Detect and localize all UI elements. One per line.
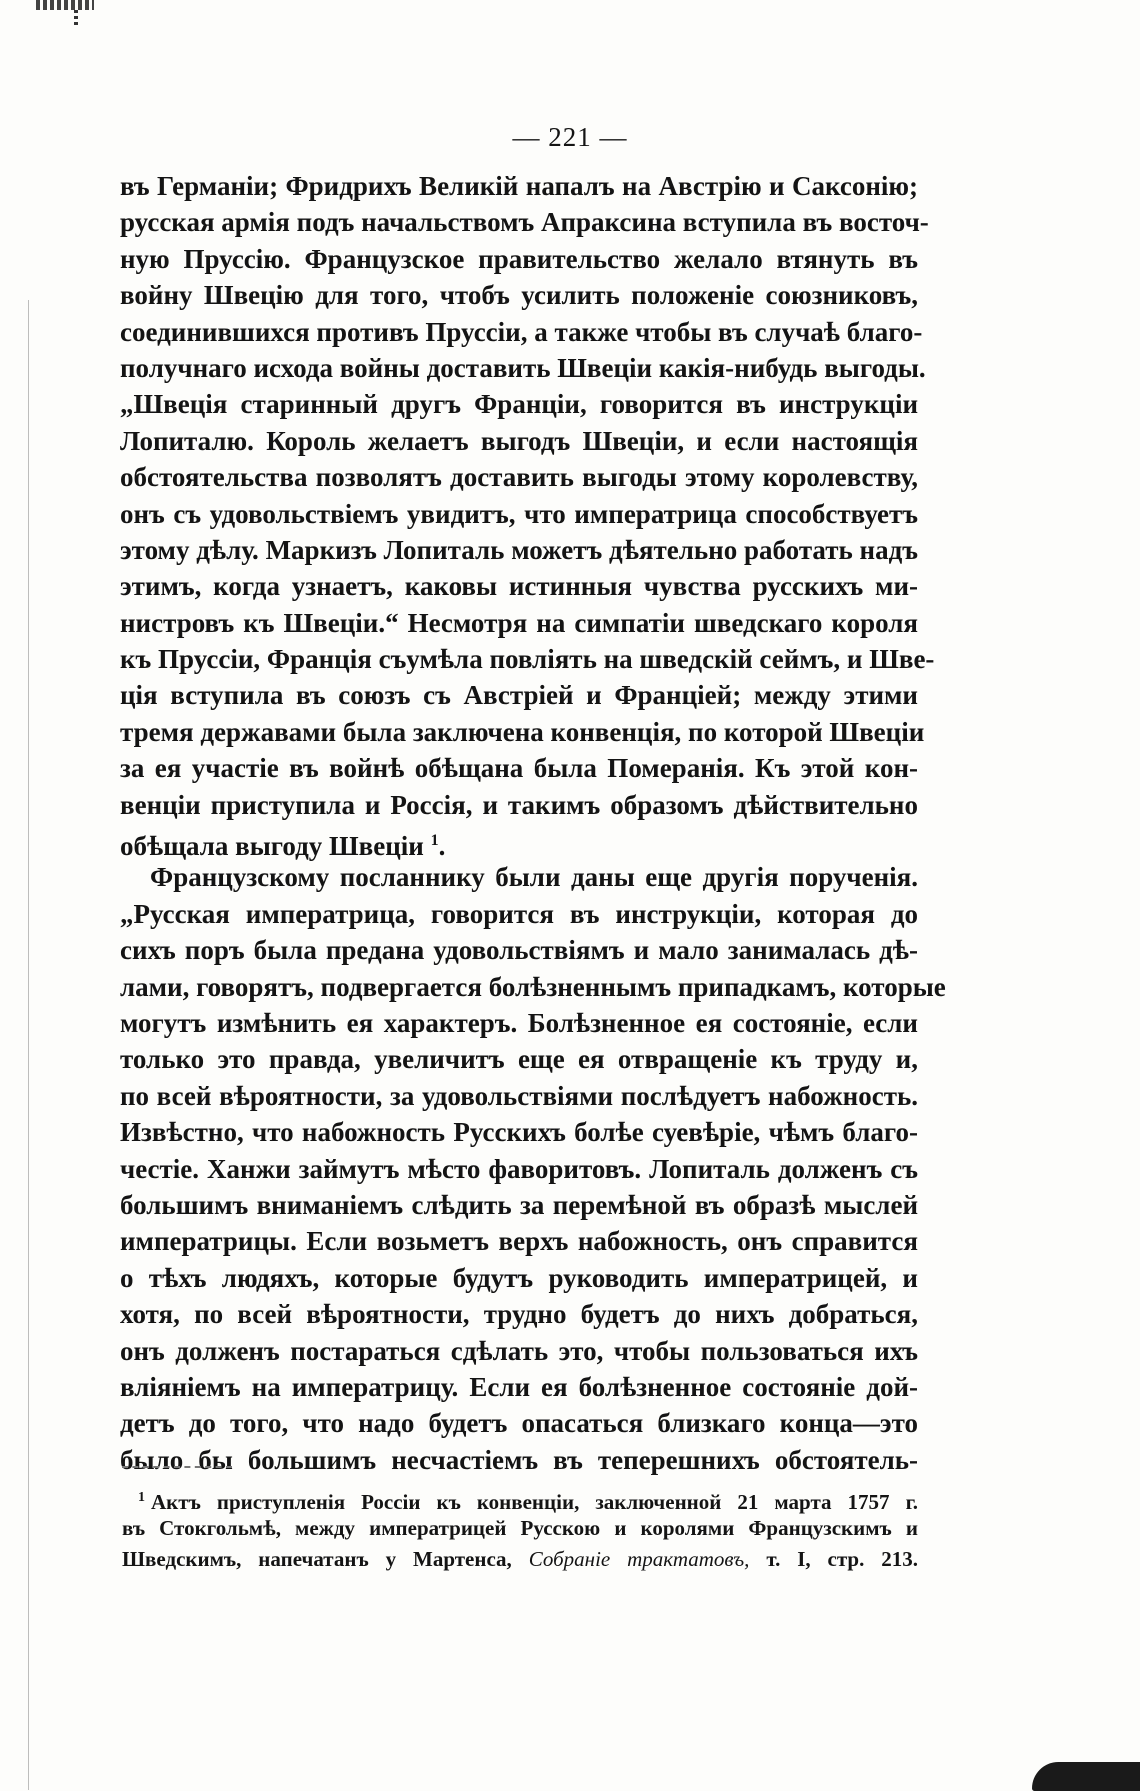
text-line: честіе. Ханжи займутъ мѣсто фаворитовъ. Лопиталь долженъ съ [120,1153,918,1184]
text-line: только это правда, увеличитъ еще ея отвращеніе къ труду и, [120,1044,918,1075]
text-line: было бы большимъ несчастіемъ въ теперешнихъ обстоятель- [120,1444,918,1475]
text-line: соединившихся противъ Пруссіи, а также чтобы въ случаѣ благо- [120,316,923,347]
footnote-reference-suffix: . [438,831,446,862]
text-line-content: обѣщала выгоду Швеціи [120,831,424,862]
page-number: — 221 — [512,122,628,152]
text-line: венціи приступила и Россія, и такимъ образомъ дѣйствительно [120,789,918,820]
text-line: обстоятельства позволятъ доставить выгоды этому королевству, [120,462,918,493]
text-line: „Швеція старинный другъ Франціи, говорится въ инструкціи [120,389,918,420]
text-line: ція вступила въ союзъ съ Австріей и Франціей; между этими [120,680,918,711]
text-line: сихъ поръ была предана удовольствіямъ и мало занималась дѣ- [120,935,918,966]
footnote-block [122,1482,918,1575]
text-line: войну Швецію для того, чтобъ усилить положеніе союзниковъ, [120,280,918,311]
text-line: русская армія подъ начальствомъ Апраксина вступила въ восточ- [120,207,929,238]
text-line-with-footnote-ref [120,823,918,862]
paragraph-first-line: Французскому посланнику были даны еще другія порученія. [150,862,918,893]
text-line: о тѣхъ людяхъ, которые будутъ руководить императрицей, и [120,1262,918,1293]
text-line: могутъ измѣнить ея характеръ. Болѣзненное ея состояніе, если [120,1007,918,1038]
text-line: этому дѣлу. Маркизъ Лопиталь можетъ дѣятельно работать надъ [120,534,918,565]
text-line: по всей вѣроятности, за удовольствіями послѣдуетъ набожность. [120,1080,918,1111]
text-line: онъ съ удовольствіемъ увидитъ, что императрица способствуетъ [120,498,918,529]
text-line: къ Пруссіи, Франція съумѣла повліять на шведскій сеймъ, и Шве- [120,644,935,675]
text-line: тремя державами была заключена конвенція, по которой Швеціи [120,716,925,747]
text-line: „Русская императрица, говорится въ инструкціи, которая до [120,898,918,929]
text-line: за ея участіе въ войнѣ обѣщана была Померанія. Къ этой кон- [120,753,918,784]
footnote-line [122,1482,918,1513]
footnote-number: 1 [138,1490,145,1505]
scan-artifact-mark [36,0,94,10]
text-line: Лопиталю. Король желаетъ выгодъ Швеціи, и если настоящія [120,425,918,456]
text-line: хотя, по всей вѣроятности, трудно будетъ до нихъ добраться, [120,1299,918,1330]
text-line: онъ долженъ постараться сдѣлать это, чтобы пользоваться ихъ [120,1335,918,1366]
page-edge-line [28,300,29,1790]
text-line: детъ до того, что надо будетъ опасаться близкаго конца—это [120,1408,918,1439]
text-line: большимъ вниманіемъ слѣдить за перемѣной въ образѣ мыслей [120,1189,918,1220]
footnote-line: въ Стокгольмѣ, между императрицей Русскою и королями Французскимъ и [122,1516,918,1540]
scan-artifact-blot [1032,1762,1140,1791]
footnote-text: Актъ приступленія Россіи къ конвенціи, заключенной 21 марта 1757 г. [151,1490,918,1514]
footnote-book-title: Собраніе трактатовъ, [528,1547,750,1571]
scan-artifact-mark-2 [74,10,78,28]
text-line: ную Пруссію. Французское правительство желало втянуть въ [120,243,918,274]
text-line: этимъ, когда узнаетъ, каковы истинныя чувства русскихъ ми- [120,571,918,602]
footnote-text: т. I, стр. 213. [766,1547,919,1571]
footnote-text: Шведскимъ, напечатанъ у Мартенса, [122,1547,512,1571]
text-line: лами, говорятъ, подвергается болѣзненнымъ припадкамъ, которые [120,971,946,1002]
body-text [120,168,946,1478]
text-line: Извѣстно, что набожность Русскихъ болѣе суевѣріе, чѣмъ благо- [120,1117,918,1148]
text-line: въ Германіи; Фридрихъ Великій напалъ на Австрію и Саксонію; [120,171,918,201]
text-line: нистровъ къ Швеціи.“ Несмотря на симпатіи шведскаго короля [120,607,918,638]
text-line: императрицы. Если возьметъ верхъ набожность, онъ справится [120,1226,918,1257]
text-line: вліяніемъ на императрицу. Если ея болѣзненное состояніе дой- [120,1371,918,1402]
footnote-reference[interactable]: 1 [430,832,439,850]
text-line: получнаго исхода войны доставить Швеціи какія-нибудь выгоды. [120,352,926,383]
footnote-line [122,1544,918,1575]
footnote-divider [122,1466,232,1468]
